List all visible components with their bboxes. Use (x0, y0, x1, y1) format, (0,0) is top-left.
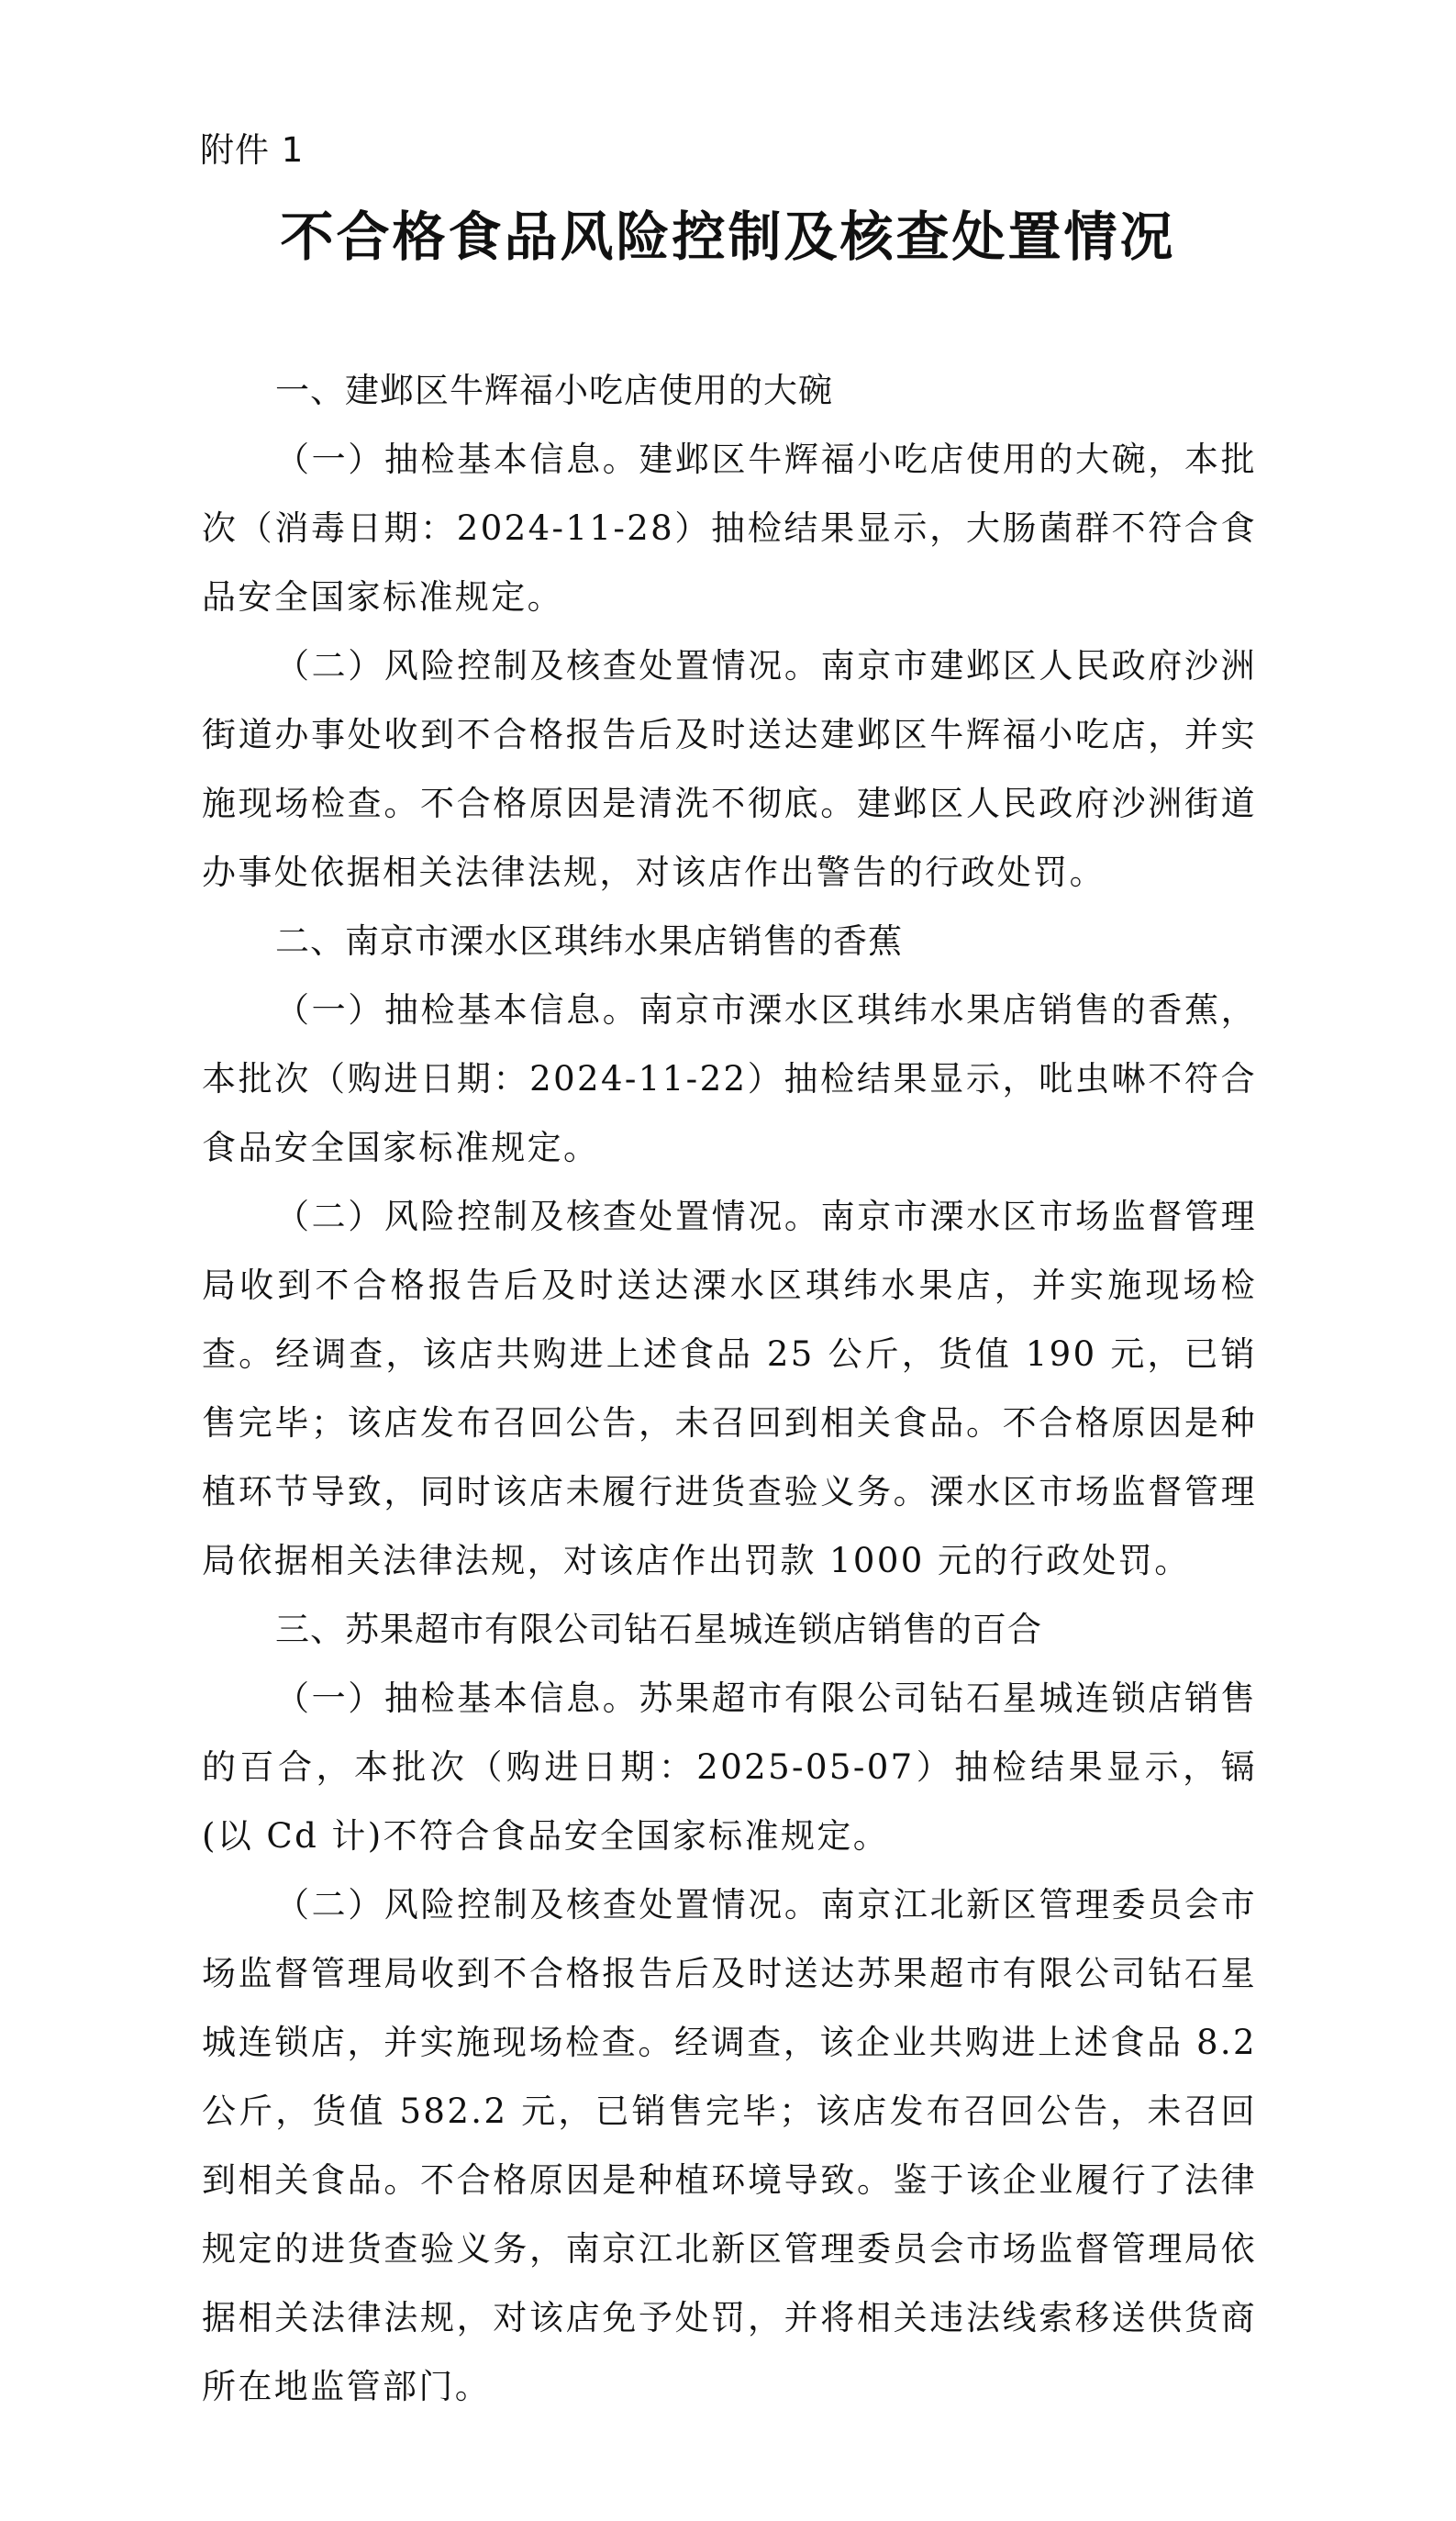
document-body (202, 356, 1257, 2421)
section-3-paragraph-1: （一）抽检基本信息。苏果超市有限公司钻石星城连锁店销售的百合，本批次（购进日期：2025-05-07）抽检结果显示，镉(以 Cd 计)不符合食品安全国家标准规定。 (202, 1679, 1257, 1856)
section-1-heading: 一、建邺区牛辉福小吃店使用的大碗 (275, 371, 833, 410)
section-1-paragraph-1: （一）抽检基本信息。建邺区牛辉福小吃店使用的大碗，本批次（消毒日期：2024-11-28）抽检结果显示，大肠菌群不符合食品安全国家标准规定。 (202, 440, 1257, 617)
section-2-paragraph-2: （二）风险控制及核查处置情况。南京市溧水区市场监督管理局收到不合格报告后及时送达溧水区琪纬水果店，并实施现场检查。经调查，该店共购进上述食品 25 公斤，货值 190 元，已销售完毕；该店发布召回公告，未召回到相关食品。不合格原因是种植环节导致，同时该店未履行进货查验义务。溧水区市场监督管理局依据相关法律法规，对该店作出罚款 1000 元的行政处罚。 (202, 1197, 1257, 1580)
page-title: 不合格食品风险控制及核查处置情况 (280, 206, 1176, 268)
section-2-heading: 二、南京市溧水区琪纬水果店销售的香蕉 (275, 921, 903, 961)
section-3-paragraph-2: （二）风险控制及核查处置情况。南京江北新区管理委员会市场监督管理局收到不合格报告后及时送达苏果超市有限公司钻石星城连锁店，并实施现场检查。经调查，该企业共购进上述食品 8.2 公斤，货值 582.2 元，已销售完毕；该店发布召回公告，未召回到相关食品。不合格原因是种植环境导致。鉴于该企业履行了法律规定的进货查验义务，南京江北新区管理委员会市场监督管理局依据相关法律法规，对该店免予处罚，并将相关违法线索移送供货商所在地监管部门。 (202, 1885, 1257, 2406)
attachment-label: 附件 1 (200, 130, 305, 170)
section-2-paragraph-1: （一）抽检基本信息。南京市溧水区琪纬水果店销售的香蕉，本批次（购进日期：2024-11-22）抽检结果显示，吡虫啉不符合食品安全国家标准规定。 (202, 990, 1257, 1167)
section-1-paragraph-2: （二）风险控制及核查处置情况。南京市建邺区人民政府沙洲街道办事处收到不合格报告后及时送达建邺区牛辉福小吃店，并实施现场检查。不合格原因是清洗不彻底。建邺区人民政府沙洲街道办事处依据相关法律法规，对该店作出警告的行政处罚。 (202, 646, 1257, 892)
section-3-heading: 三、苏果超市有限公司钻石星城连锁店销售的百合 (275, 1610, 1042, 1649)
